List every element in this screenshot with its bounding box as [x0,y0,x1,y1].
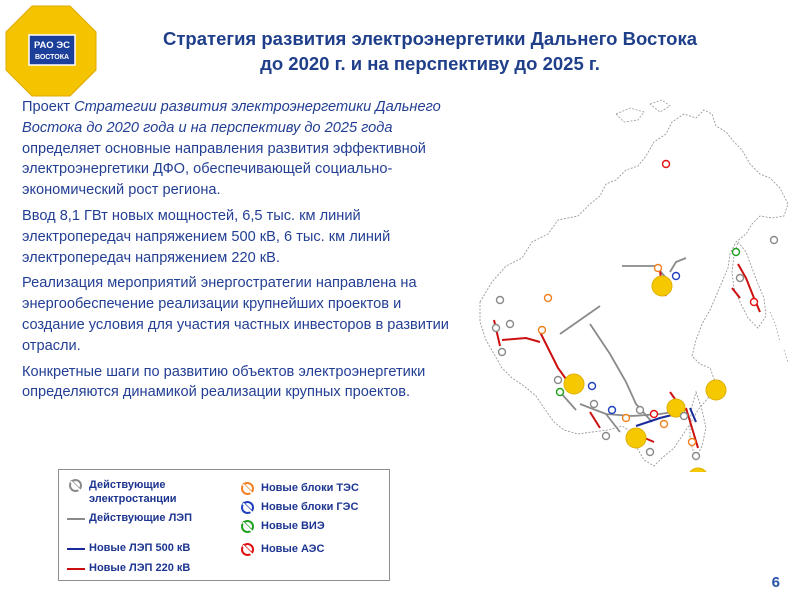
paragraph-1-lead: Проект [22,99,75,115]
map-svg [440,92,800,472]
company-logo [2,2,100,100]
legend-new-ges: Новые блоки ГЭС [239,501,358,515]
legend-new-aes: Новые АЭС [239,543,324,557]
region-outline [480,110,788,466]
kuril-outline [770,312,788,362]
ring-slash [242,544,253,555]
legend-new-tes: Новые блоки ТЭС [239,482,359,496]
title-line-2: до 2020 г. и на перспективу до 2025 г. [260,53,600,74]
paragraph-1 [22,97,452,201]
ring-slash [242,521,253,532]
legend-new-vie: Новые ВИЭ [239,520,325,534]
legend-existing-plants: Действующие электростанции [67,479,229,506]
major-project-hubs [564,276,726,472]
tes-icon [239,482,257,496]
paragraph-3: Реализация мероприятий энергостратегии направлена на энергообеспечение реализации крупнейших проектов и создание условия для участия частных инвесторов в развитии отрасли. [22,275,449,354]
line-500kv-icon [67,542,85,556]
body-text [22,97,452,408]
map-legend [58,469,390,581]
legend-new-500kv: Новые ЛЭП 500 кВ [67,542,190,556]
line-220kv-icon [67,562,85,576]
page-title [100,26,760,76]
far-east-energy-map [440,92,800,472]
title-line-1: Стратегия развития электроэнергетики Дальнего Востока [163,28,697,49]
paragraph-4: Конкретные шаги по развитию объектов электроэнергетики определяются динамикой реализации крупных проектов. [22,363,426,401]
ring-slash [242,483,253,494]
legend-existing-lines: Действующие ЛЭП [67,512,192,526]
logo-line2: ВОСТОКА [34,54,70,61]
paragraph-1-tail: определяет основные направления развития эффективной электроэнергетики ДФО, обеспечивающей социально-экономический рост региона. [22,140,426,199]
existing-line-icon [67,512,85,526]
page-number: 6 [771,574,780,591]
logo-line1: РАО ЭС [34,40,70,51]
island-outline [690,392,706,458]
paragraph-1-italic: Стратегии развития электроэнергетики Дальнего Востока до 2020 года и на перспективу до 2025 года [22,99,441,136]
station-markers [493,161,778,460]
existing-plant-icon [67,479,85,493]
paragraph-2: Ввод 8,1 ГВт новых мощностей, 6,5 тыс. км линий электропередач напряжением 500 кВ, 6 тыс. км линий электропередач напряжением 220 кВ. [22,207,391,266]
ring-slash [70,480,81,491]
ring-slash [242,502,253,513]
aes-icon [239,543,257,557]
ges-icon [239,501,257,515]
vie-icon [239,520,257,534]
legend-new-220kv: Новые ЛЭП 220 кВ [67,562,190,576]
northern-islands-outline [616,100,670,122]
